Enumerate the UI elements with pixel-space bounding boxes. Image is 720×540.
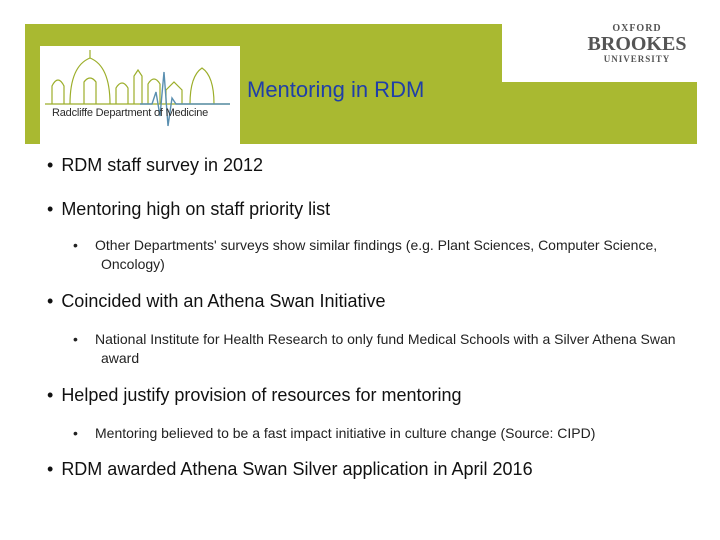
list-item — [47, 155, 263, 176]
bullet-text: RDM awarded Athena Swan Silver application in April 2016 — [61, 459, 533, 479]
dome-skyline-icon — [40, 46, 240, 144]
bullet-glyph: • — [47, 199, 54, 219]
sub-list-item: • National Institute for Health Research to only fund Medical Schools with a Silver Athena Swan award — [73, 331, 676, 366]
university-logo-line3: UNIVERSITY — [603, 54, 671, 64]
bullet-text: Mentoring high on staff priority list — [61, 199, 331, 219]
sub-bullet-text: Other Departments' surveys show similar findings (e.g. Plant Sciences, Computer Science, Oncology) — [95, 237, 658, 272]
department-logo-text: Radcliffe Department of Medicine — [52, 107, 209, 119]
bullet-glyph: • — [47, 385, 54, 405]
list-item — [47, 459, 533, 480]
page-title: Mentoring in RDM — [247, 77, 425, 102]
university-logo — [577, 22, 697, 78]
department-logo — [40, 46, 240, 144]
list-item — [47, 385, 462, 406]
sub-bullet-text: National Institute for Health Research to only fund Medical Schools with a Silver Athena Swan award — [95, 331, 676, 366]
university-logo-line1: OXFORD — [612, 23, 662, 34]
bullet-text: Helped justify provision of resources for mentoring — [61, 385, 462, 405]
list-item — [47, 291, 386, 312]
bullet-glyph: • — [47, 155, 54, 175]
bullet-text: Coincided with an Athena Swan Initiative — [61, 291, 386, 311]
bullet-glyph: • — [47, 291, 54, 311]
sub-bullet-text: Mentoring believed to be a fast impact initiative in culture change (Source: CIPD) — [95, 425, 596, 441]
university-logo-line2: BROOKES — [587, 33, 687, 55]
bullet-text: RDM staff survey in 2012 — [61, 155, 264, 175]
bullet-glyph: • — [47, 459, 54, 479]
sub-list-item: • Mentoring believed to be a fast impact initiative in culture change (Source: CIPD) — [73, 425, 596, 441]
university-logo-box — [502, 22, 697, 82]
sub-list-item: • Other Departments' surveys show similar findings (e.g. Plant Sciences, Computer Science, Oncology) — [73, 237, 658, 272]
list-item — [47, 199, 330, 220]
